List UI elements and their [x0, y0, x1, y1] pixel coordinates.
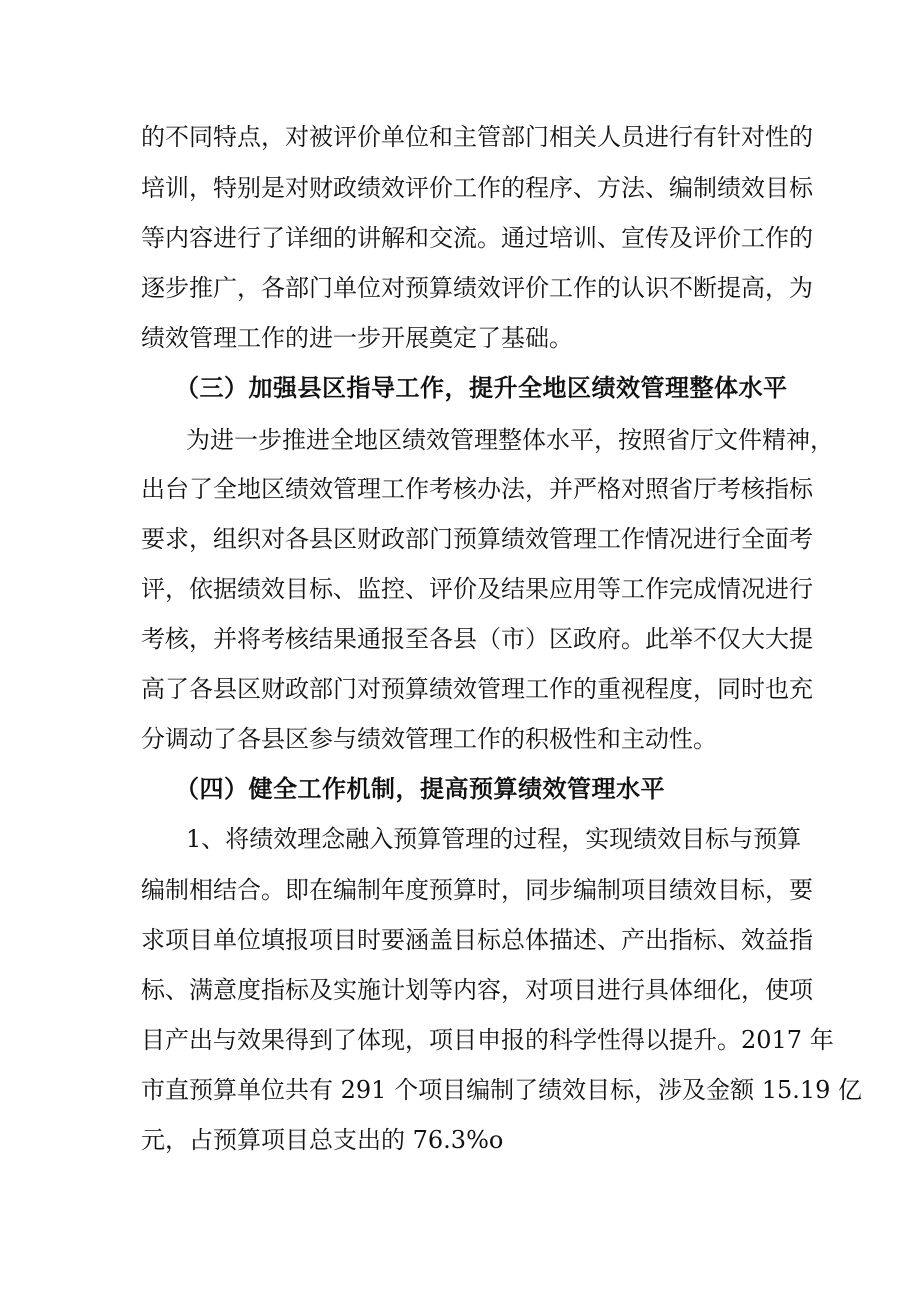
paragraph-1-line-3: 等内容进行了详细的讲解和交流。通过培训、宣传及评价工作的 — [141, 224, 813, 252]
paragraph-1-line-4: 逐步推广，各部门单位对预算绩效评价工作的认识不断提高，为 — [141, 274, 813, 302]
paragraph-3-line-5: 目产出与效果得到了体现，项目申报的科学性得以提升。2017 年 — [141, 1026, 834, 1054]
paragraph-3-line-3: 求项目单位填报项目时要涵盖目标总体描述、产出指标、效益指 — [141, 926, 813, 954]
paragraph-3-line-7: 元，占预算项目总支出的 76.3%o — [141, 1126, 504, 1154]
paragraph-2-line-5: 考核，并将考核结果通报至各县（市）区政府。此举不仅大大提 — [141, 625, 813, 653]
section-heading-4: （四）健全工作机制，提高预算绩效管理水平 — [175, 774, 665, 803]
paragraph-3-line-2: 编制相结合。即在编制年度预算时，同步编制项目绩效目标，要 — [141, 876, 813, 904]
paragraph-3-line-4: 标、满意度指标及实施计划等内容，对项目进行具体细化，使项 — [141, 976, 813, 1004]
paragraph-1-line-2: 培训，特别是对财政绩效评价工作的程序、方法、编制绩效目标 — [141, 174, 813, 202]
paragraph-2-line-2: 出台了全地区绩效管理工作考核办法，并严格对照省厅考核指标 — [141, 475, 813, 503]
paragraph-2-line-7: 分调动了各县区参与绩效管理工作的积极性和主动性。 — [141, 725, 717, 753]
paragraph-2-line-4: 评，依据绩效目标、监控、评价及结果应用等工作完成情况进行 — [141, 575, 813, 603]
paragraph-3-line-1: 1、将绩效理念融入预算管理的过程，实现绩效目标与预算 — [186, 825, 802, 853]
paragraph-3-line-6: 市直预算单位共有 291 个项目编制了绩效目标，涉及金额 15.19 亿 — [141, 1076, 863, 1104]
paragraph-2-line-3: 要求，组织对各县区财政部门预算绩效管理工作情况进行全面考 — [141, 525, 813, 553]
paragraph-2-line-6: 高了各县区财政部门对预算绩效管理工作的重视程度，同时也充 — [141, 675, 813, 703]
paragraph-2-line-1: 为进一步推进全地区绩效管理整体水平，按照省厅文件精神， — [186, 426, 834, 454]
paragraph-1-line-5: 绩效管理工作的进一步开展奠定了基础。 — [141, 324, 573, 352]
section-heading-3: （三）加强县区指导工作，提升全地区绩效管理整体水平 — [175, 373, 788, 402]
paragraph-1-line-1: 的不同特点，对被评价单位和主管部门相关人员进行有针对性的 — [141, 123, 813, 151]
